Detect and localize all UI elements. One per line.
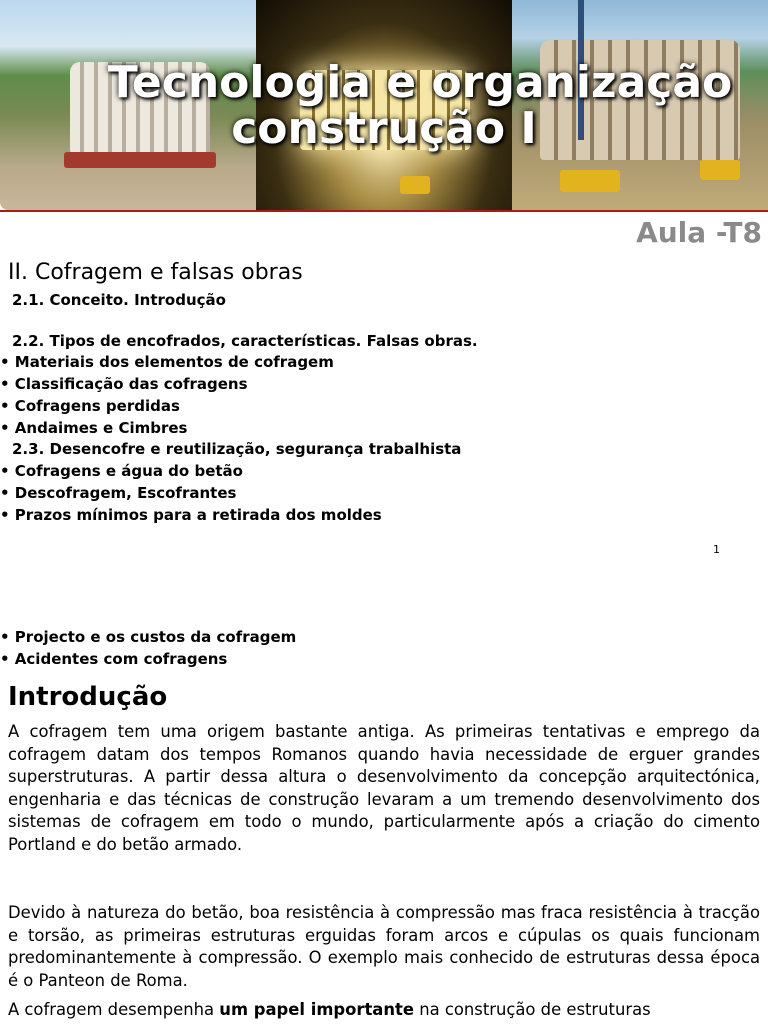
intro-heading: Introdução bbox=[8, 682, 168, 712]
machinery bbox=[400, 176, 430, 194]
machinery bbox=[700, 160, 740, 180]
page-number: 1 bbox=[713, 543, 720, 556]
outline-bullet: • Classificação das cofragens bbox=[0, 375, 248, 393]
outline-bullet: • Materiais dos elementos de cofragem bbox=[0, 353, 334, 371]
header-banner bbox=[0, 0, 768, 212]
paragraph-text: A cofragem desempenha bbox=[8, 1000, 220, 1019]
title-line-2: construção I bbox=[231, 103, 537, 154]
machinery bbox=[560, 170, 620, 192]
outline-item: 2.2. Tipos de encofrados, características. Falsas obras. bbox=[12, 332, 478, 350]
outline-bullet: • Acidentes com cofragens bbox=[0, 650, 228, 668]
outline-bullet: • Cofragens perdidas bbox=[0, 397, 180, 415]
intro-paragraph: A cofragem tem uma origem bastante antiga. As primeiras tentativas e emprego da cofragem datam dos tempos Romanos quando havia necessidade de erguer grandes superstruturas. A partir dessa altura o desenvolvimento da concepção arquitectónica, engenharia e das técnicas de construção levaram a um tremendo desenvolvimento dos sistemas de cofragem em todo o mundo, particularmente após a criação do cimento Portland e do betão armado. bbox=[8, 722, 760, 854]
intro-paragraph bbox=[8, 999, 760, 1022]
paragraph-text: na construção de estruturas bbox=[414, 1000, 651, 1019]
outline-bullet: • Andaimes e Cimbres bbox=[0, 419, 188, 437]
outline-bullet: • Projecto e os custos da cofragem bbox=[0, 628, 297, 646]
section-heading: II. Cofragem e falsas obras bbox=[8, 260, 303, 285]
structure-base bbox=[64, 152, 216, 168]
intro-paragraph: Devido à natureza do betão, boa resistência à compressão mas fraca resistência à tracção e torsão, as primeiras estruturas erguidas foram arcos e cúpulas os quais funcionam predominantemente à compressão. O exemplo mais conhecido de estruturas dessa época é o Panteon de Roma. bbox=[8, 903, 760, 990]
outline-bullet: • Cofragens e água do betão bbox=[0, 462, 243, 480]
title-line-1: Tecnologia e organização bbox=[107, 57, 733, 108]
outline-item: 2.3. Desencofre e reutilização, segurança trabalhista bbox=[12, 440, 462, 458]
lesson-label: Aula -T8 bbox=[636, 216, 762, 249]
outline-bullet: • Prazos mínimos para a retirada dos moldes bbox=[0, 506, 382, 524]
page-title bbox=[0, 57, 768, 154]
outline-bullet: • Descofragem, Escofrantes bbox=[0, 484, 237, 502]
paragraph-emphasis: um papel importante bbox=[219, 1000, 414, 1019]
outline-item: 2.1. Conceito. Introdução bbox=[12, 291, 226, 309]
